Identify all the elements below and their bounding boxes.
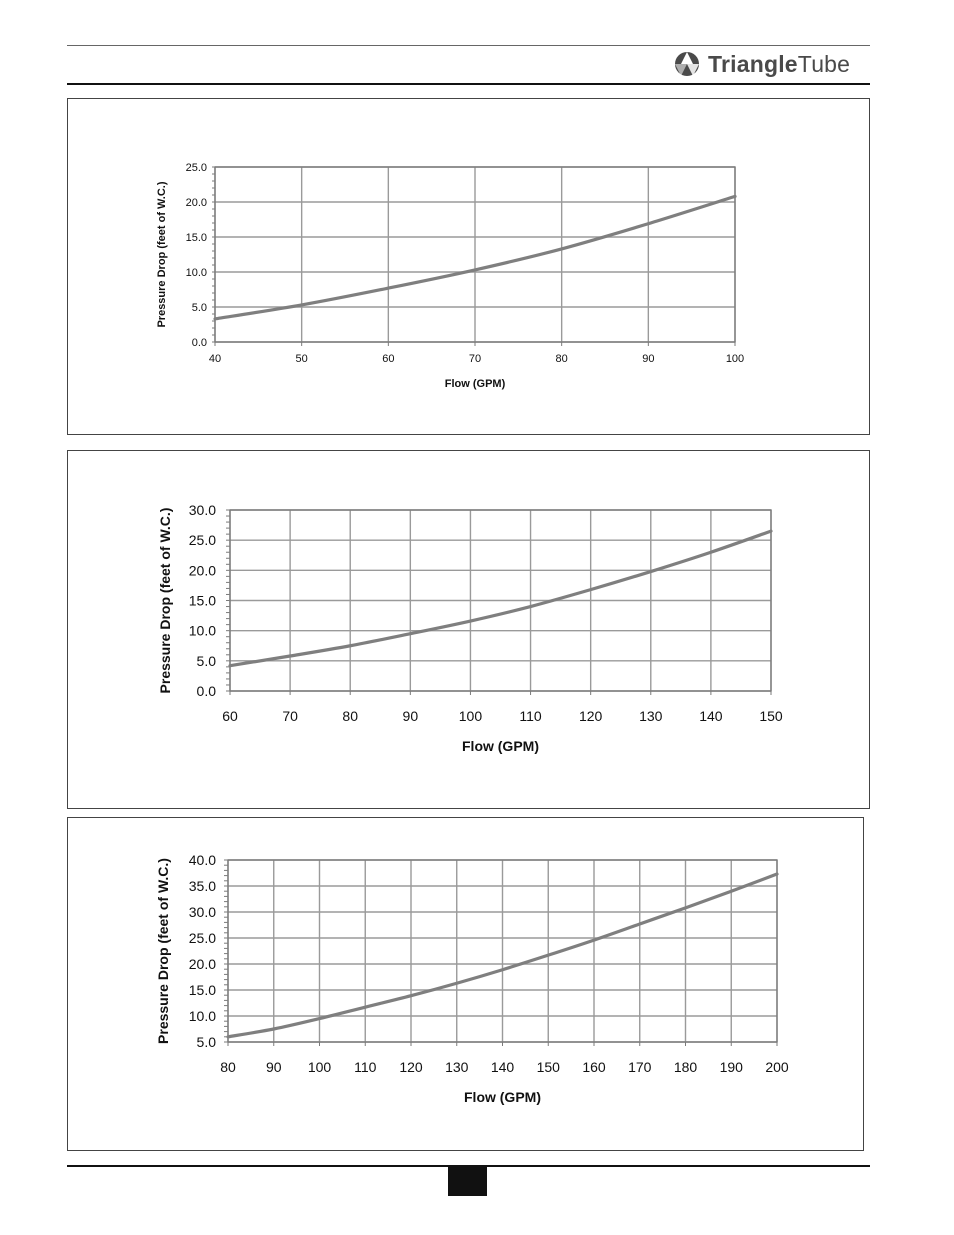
pressure-drop-curve [230,531,771,666]
x-tick-label: 60 [222,708,238,724]
y-tick-label: 25.0 [188,532,216,549]
chart-panel-2 [67,450,870,809]
x-tick-label: 40 [208,353,222,365]
x-tick-label: 140 [699,708,723,724]
x-tick-label: 200 [765,1059,789,1075]
y-tick-label: 35.0 [188,878,216,895]
pressure-drop-chart-3 [68,818,865,1152]
y-tick-label: 20.0 [188,562,216,579]
y-axis-title: Pressure Drop (feet of W.C.) [157,507,173,694]
x-tick-label: 90 [265,1059,282,1075]
x-tick-label: 150 [536,1059,560,1075]
x-tick-label: 80 [555,353,568,365]
x-tick-label: 120 [578,708,603,724]
y-tick-label: 10.0 [185,266,207,279]
chart-panel-1 [67,98,870,435]
brand-name-part1: Triangle [708,51,798,77]
brand-name [708,48,850,80]
y-tick-label: 5.0 [196,652,216,669]
y-tick-label: 15.0 [185,231,207,244]
x-tick-label: 110 [519,708,542,724]
x-tick-label: 90 [402,708,419,724]
pressure-drop-chart-2 [68,451,871,810]
x-tick-label: 160 [582,1059,606,1075]
x-tick-label: 170 [628,1059,652,1075]
x-tick-label: 110 [354,1059,377,1075]
y-tick-label: 15.0 [188,982,216,999]
x-tick-label: 100 [458,708,483,724]
y-tick-label: 0.0 [196,683,216,700]
x-tick-label: 50 [295,353,308,365]
header-rule [67,83,870,85]
x-tick-label: 190 [719,1059,743,1075]
x-tick-label: 130 [445,1059,469,1075]
x-tick-label: 100 [725,353,745,365]
y-tick-label: 25.0 [185,161,207,174]
x-axis-title: Flow (GPM) [464,1089,541,1105]
x-axis-title: Flow (GPM) [462,738,539,754]
y-axis-title: Pressure Drop (feet of W.C.) [156,181,168,328]
x-tick-label: 90 [642,353,655,365]
x-tick-label: 80 [220,1059,236,1075]
y-tick-label: 20.0 [188,956,216,973]
brand-name-part2: Tube [797,51,851,77]
pressure-drop-chart-1 [68,99,871,436]
y-tick-label: 25.0 [188,930,216,947]
y-tick-label: 0.0 [191,336,207,349]
y-tick-label: 30.0 [188,502,216,519]
y-axis-title: Pressure Drop (feet of W.C.) [155,858,171,1044]
page-number-box [448,1166,487,1196]
y-tick-label: 40.0 [188,852,216,869]
x-tick-label: 150 [759,708,783,724]
y-tick-label: 15.0 [188,592,216,609]
x-tick-label: 120 [399,1059,423,1075]
x-tick-label: 130 [639,708,663,724]
header-top-rule [67,45,870,46]
y-tick-label: 10.0 [188,622,216,639]
brand-logo [672,48,872,80]
x-tick-label: 60 [382,353,395,365]
chart-panel-3 [67,817,864,1151]
y-tick-label: 5.0 [196,1034,216,1051]
y-tick-label: 5.0 [191,301,207,314]
triangle-tube-logo-icon [672,48,702,80]
y-tick-label: 30.0 [188,904,216,921]
x-tick-label: 70 [282,708,298,724]
x-tick-label: 80 [342,708,359,724]
y-tick-label: 20.0 [185,196,207,209]
x-tick-label: 70 [468,353,482,365]
x-tick-label: 100 [307,1059,332,1075]
x-tick-label: 140 [490,1059,515,1075]
y-tick-label: 10.0 [188,1008,216,1025]
x-tick-label: 180 [673,1059,698,1075]
x-axis-title: Flow (GPM) [444,378,506,390]
